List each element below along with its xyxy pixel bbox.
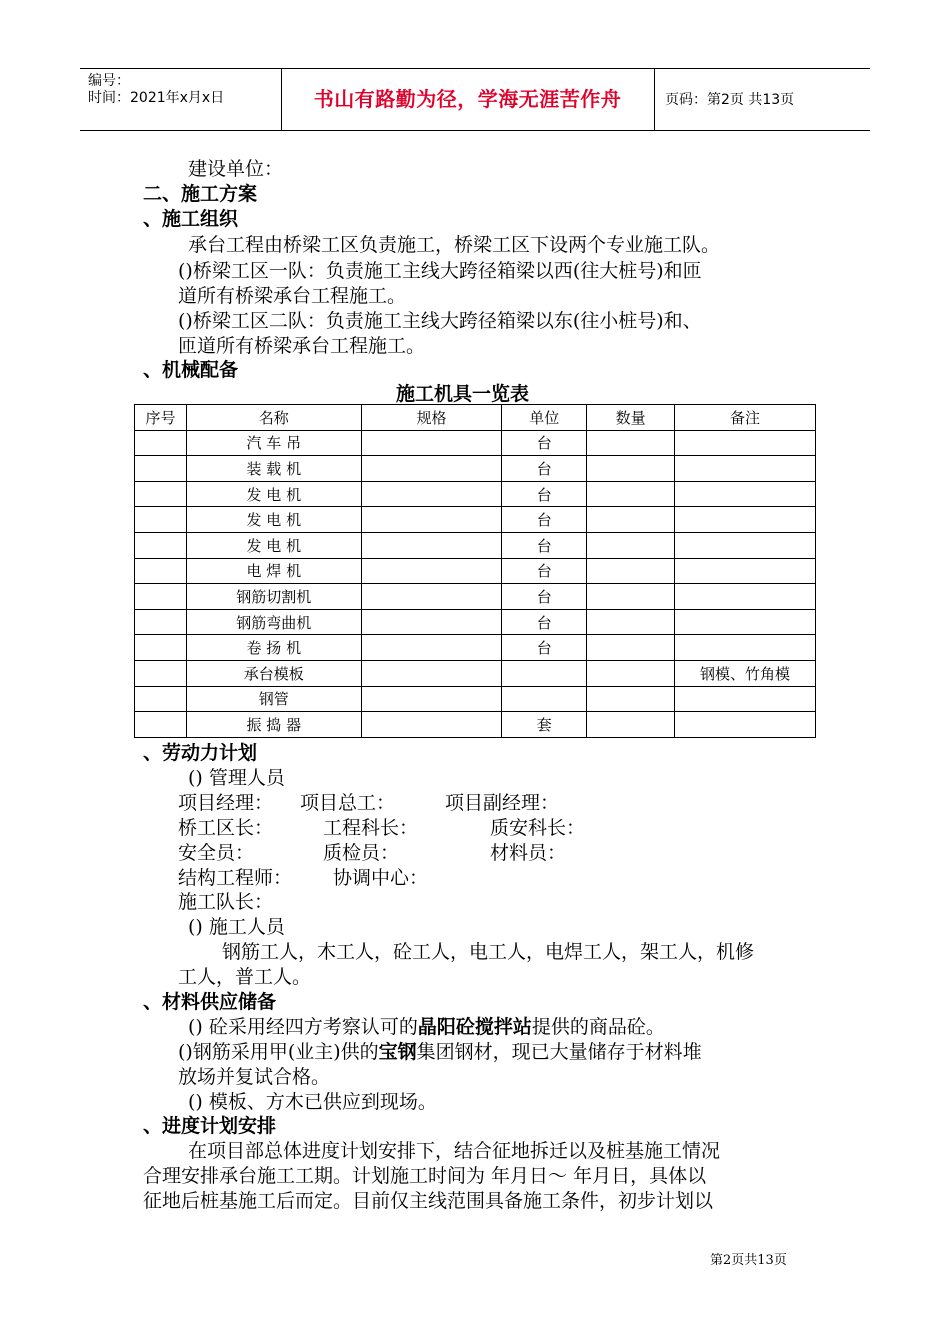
machine-name: 承台模板 [186,660,361,686]
subsection-title-schedule: 、进度计划安排 [143,1115,277,1137]
schedule-line1: 在项目部总体进度计划安排下，结合征地拆迁以及桩基施工情况 [188,1140,721,1162]
machine-unit: 台 [502,481,587,507]
table-row [135,532,816,558]
table-header-cell: 规格 [361,405,502,431]
machine-name: 卷 扬 机 [186,635,361,661]
table-row [135,456,816,482]
mgmt-role: 安全员： [178,842,255,864]
table-row [135,558,816,584]
table-row [135,635,816,661]
machine-unit [502,660,587,686]
header-motto: 书山有路勤为径，学海无涯苦作舟 [313,87,622,111]
mgmt-role: 工程科长： [323,817,419,839]
table-row [135,660,816,686]
machine-unit: 台 [502,558,587,584]
machine-unit: 台 [502,584,587,610]
machine-name: 钢筋弯曲机 [186,609,361,635]
machine-name: 发 电 机 [186,481,361,507]
table-row [135,507,816,533]
machine-unit: 台 [502,532,587,558]
org-paragraph-3-line2: 匝道所有桥梁承台工程施工。 [178,335,426,357]
workers-line1: 钢筋工人，木工人，砼工人，电工人，电焊工人，架工人，机修 [222,941,755,963]
header-page-label: 页码：第2页 共13页 [665,92,795,108]
org-paragraph-2-line2: 道所有桥梁承台工程施工。 [178,285,407,307]
section-title-plan: 二、施工方案 [143,183,258,205]
machine-unit [502,686,587,712]
header-meta-cell [80,69,282,130]
doc-number-label: 编号： [88,73,130,89]
machine-name: 发 电 机 [186,532,361,558]
table-header-cell: 备注 [675,405,816,431]
supplier-name: 晶阳砼搅拌站 [417,1016,532,1038]
org-paragraph-1: 承台工程由桥梁工区负责施工，桥梁工区下设两个专业施工队。 [188,234,721,256]
workers-title: () 施工人员 [188,916,285,938]
page-header [80,68,870,131]
table-header-cell: 序号 [135,405,187,431]
table-header-row [135,405,816,431]
table-row [135,430,816,456]
table-row [135,481,816,507]
workers-line2: 工人，普工人。 [178,966,312,988]
org-paragraph-2-line1: ()桥梁工区一队：负责施工主线大跨径箱梁以西(往大桩号)和匝 [178,260,702,282]
subsection-title-labor: 、劳动力计划 [143,742,258,764]
mgmt-role: 项目总工： [300,792,396,814]
table-header-cell: 数量 [587,405,675,431]
doc-time-label: 时间：2021年x月x日 [88,90,225,106]
construction-unit: 建设单位： [188,158,284,180]
header-motto-cell [281,69,655,130]
materials-paragraph-1: () 砼采用经四方考察认可的晶阳砼搅拌站提供的商品砼。 [188,1016,665,1038]
mgmt-role: 质安科长： [490,817,586,839]
mgmt-role: 桥工区长： [178,817,274,839]
machine-unit: 台 [502,635,587,661]
management-title: () 管理人员 [188,767,285,789]
mgmt-role: 项目经理： [178,792,274,814]
table-row [135,712,816,738]
schedule-line2: 合理安排承台施工工期。计划施工时间为 年月日～ 年月日，具体以 [143,1165,707,1187]
mgmt-role: 材料员： [490,842,567,864]
materials-paragraph-2: ()钢筋采用甲(业主)供的宝钢集团钢材，现已大量储存于材料堆 [178,1041,702,1063]
table-title: 施工机具一览表 [396,383,530,405]
subsection-title-machinery: 、机械配备 [143,359,239,381]
mgmt-role: 施工队长： [178,891,274,913]
machine-name: 发 电 机 [186,507,361,533]
mgmt-role: 项目副经理： [445,792,560,814]
machinery-table [134,404,816,738]
mgmt-role: 结构工程师： [178,867,293,889]
machine-unit: 台 [502,430,587,456]
mgmt-role: 质检员： [323,842,400,864]
machine-unit: 台 [502,456,587,482]
machine-unit: 台 [502,609,587,635]
table-header-cell: 单位 [502,405,587,431]
steel-brand: 宝钢 [378,1041,417,1063]
subsection-title-organization: 、施工组织 [143,208,239,230]
machine-name: 装 载 机 [186,456,361,482]
table-row [135,584,816,610]
machine-name: 钢筋切割机 [186,584,361,610]
mgmt-role: 协调中心： [333,867,429,889]
machine-name: 电 焊 机 [186,558,361,584]
machine-note: 钢模、竹角模 [675,660,816,686]
materials-paragraph-2-line2: 放场并复试合格。 [178,1066,331,1088]
subsection-title-materials: 、材料供应储备 [143,991,277,1013]
machine-name: 振 捣 器 [186,712,361,738]
machine-name: 汽 车 吊 [186,430,361,456]
table-row [135,609,816,635]
page-footer: 第2页共13页 [710,1253,787,1268]
table-header-cell: 名称 [186,405,361,431]
materials-paragraph-3: () 模板、方木已供应到现场。 [188,1091,437,1113]
org-paragraph-3-line1: ()桥梁工区二队：负责施工主线大跨径箱梁以东(往小桩号)和、 [178,310,702,332]
machine-name: 钢管 [186,686,361,712]
machine-unit: 套 [502,712,587,738]
machine-unit: 台 [502,507,587,533]
schedule-line3: 征地后桩基施工后而定。目前仅主线范围具备施工条件，初步计划以 [143,1190,714,1212]
header-page-cell [655,69,870,130]
table-row [135,686,816,712]
